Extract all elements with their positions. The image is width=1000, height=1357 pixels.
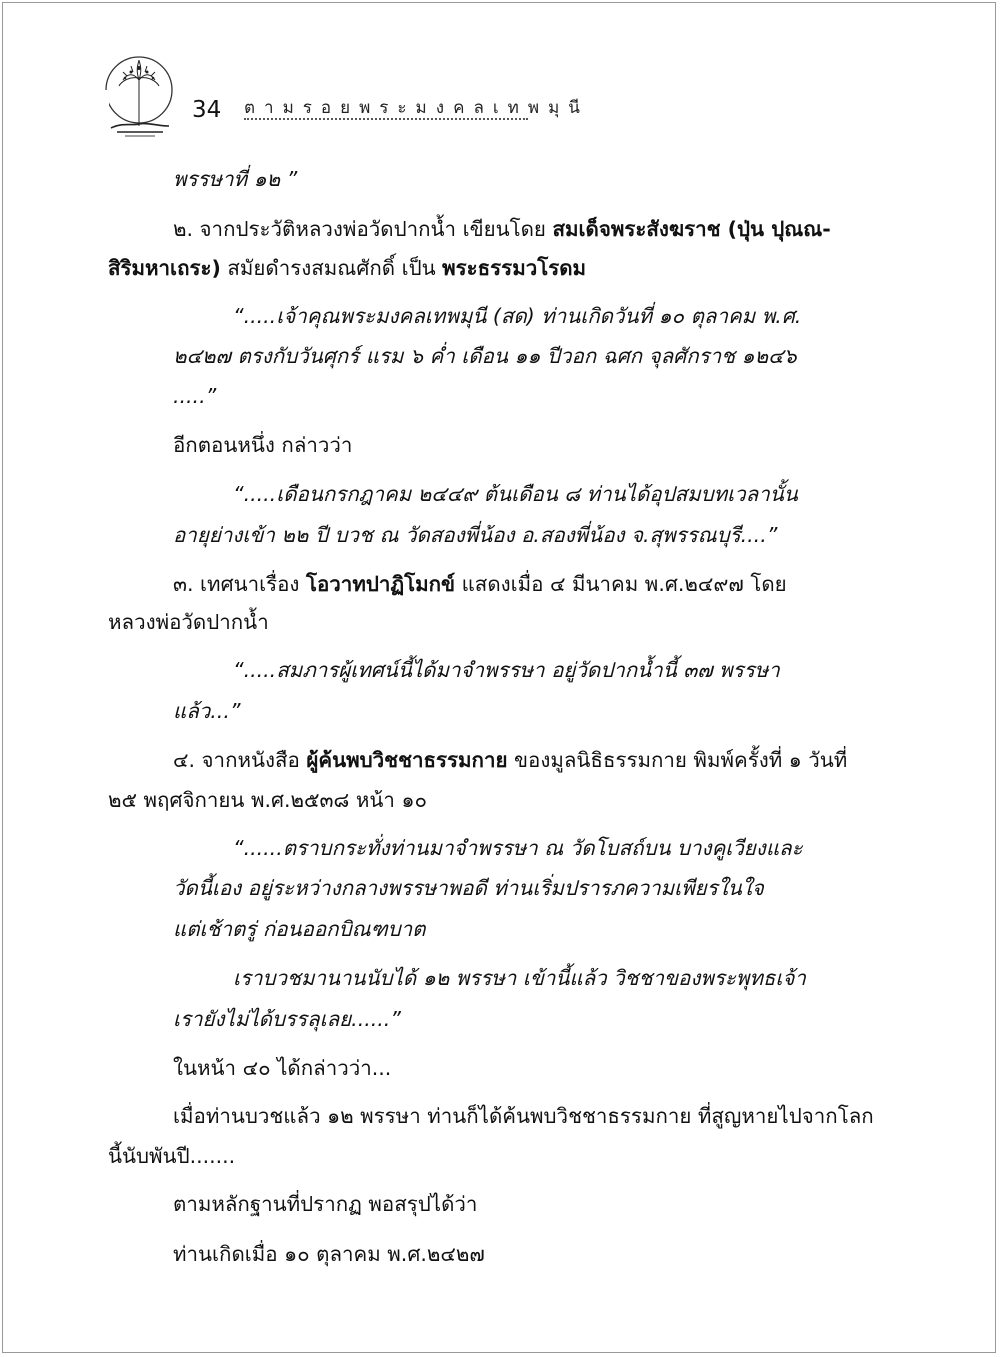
bold-text: โอวาทปาฏิโมกข์ [305, 572, 456, 596]
quote-line: แล้ว...” [173, 699, 241, 723]
text-line: ตามหลักฐานที่ปรากฏ พอสรุปได้ว่า [173, 1192, 478, 1216]
text-line: นี้นับพันปี....... [108, 1144, 236, 1168]
quote-line: เรายังไม่ได้บรรลุเลย......” [173, 1007, 401, 1031]
text-span: ของมูลนิธิธรรมกาย พิมพ์ครั้งที่ ๑ วันที่ [507, 748, 848, 772]
quote-line: “.....เจ้าคุณพระมงคลเทพมุนี (สด) ท่านเกิดวันที่ ๑๐ ตุลาคม พ.ศ. [233, 304, 802, 328]
quote-line: .....” [173, 384, 217, 408]
page-number: 34 [192, 97, 222, 123]
title-underline-dots [244, 116, 528, 120]
quote-line: “.....เดือนกรกฎาคม ๒๔๔๙ ต้นเดือน ๘ ท่านได้อุปสมบทเวลานั้น [233, 482, 798, 506]
text-line: ในหน้า ๔๐ ได้กล่าวว่า... [173, 1056, 392, 1080]
text-line [173, 570, 787, 598]
text-span: ๒. จากประวัติหลวงพ่อวัดปากน้ำ เขียนโดย [173, 217, 553, 241]
text-span: สมัยดำรงสมณศักดิ์ เป็น [220, 256, 443, 280]
bold-text: พระธรรมวโรดม [442, 256, 587, 280]
quote-line: อายุย่างเข้า ๒๒ ปี บวช ณ วัดสองพี่น้อง อ.สองพี่น้อง จ.สุพรรณบุรี....” [173, 523, 778, 547]
bold-text: สิริมหาเถระ) [108, 256, 221, 280]
quote-line: “......ตราบกระทั่งท่านมาจำพรรษา ณ วัดโบสถ์บน บางคูเวียงและ [233, 836, 803, 860]
text-line [108, 254, 586, 282]
text-line: ๒๕ พฤศจิกายน พ.ศ.๒๕๓๘ หน้า ๑๐ [108, 788, 427, 812]
text-line [173, 746, 847, 774]
quote-line: เราบวชมานานนับได้ ๑๒ พรรษา เข้านี้แล้ว วิชชาของพระพุทธเจ้า [233, 966, 806, 990]
quote-line: “.....สมภารผู้เทศน์นี้ได้มาจำพรรษา อยู่วัดปากน้ำนี้ ๓๗ พรรษา [233, 658, 780, 682]
lotus-logo-icon [103, 50, 175, 140]
quote-line: แต่เช้าตรู่ ก่อนออกบิณฑบาต [173, 917, 426, 941]
text-line: พรรษาที่ ๑๒ ” [173, 167, 298, 191]
text-line: เมื่อท่านบวชแล้ว ๑๒ พรรษา ท่านก็ได้ค้นพบวิชชาธรรมกาย ที่สูญหายไปจากโลก [173, 1104, 874, 1128]
quote-line: ๒๔๒๗ ตรงกับวันศุกร์ แรม ๖ ค่ำ เดือน ๑๑ ปีวอก ฉศก จุลศักราช ๑๒๔๖ [173, 344, 797, 368]
text-line: ท่านเกิดเมื่อ ๑๐ ตุลาคม พ.ศ.๒๔๒๗ [173, 1242, 485, 1266]
bold-text: สมเด็จพระสังฆราช (ปุ่น ปุณณ- [552, 217, 831, 241]
text-span: ๓. เทศนาเรื่อง [173, 572, 306, 596]
text-line: หลวงพ่อวัดปากน้ำ [108, 610, 269, 634]
text-span: แสดงเมื่อ ๔ มีนาคม พ.ศ.๒๔๙๗ โดย [455, 572, 787, 596]
text-span: ๔. จากหนังสือ [173, 748, 307, 772]
bold-text: ผู้ค้นพบวิชชาธรรมกาย [306, 748, 508, 772]
quote-line: วัดนี้เอง อยู่ระหว่างกลางพรรษาพอดี ท่านเริ่มปรารภความเพียรในใจ [173, 876, 764, 900]
text-line [173, 215, 831, 243]
text-line: อีกตอนหนึ่ง กล่าวว่า [173, 433, 353, 457]
running-title: ตามรอยพระมงคลเทพมุนี [244, 98, 589, 118]
